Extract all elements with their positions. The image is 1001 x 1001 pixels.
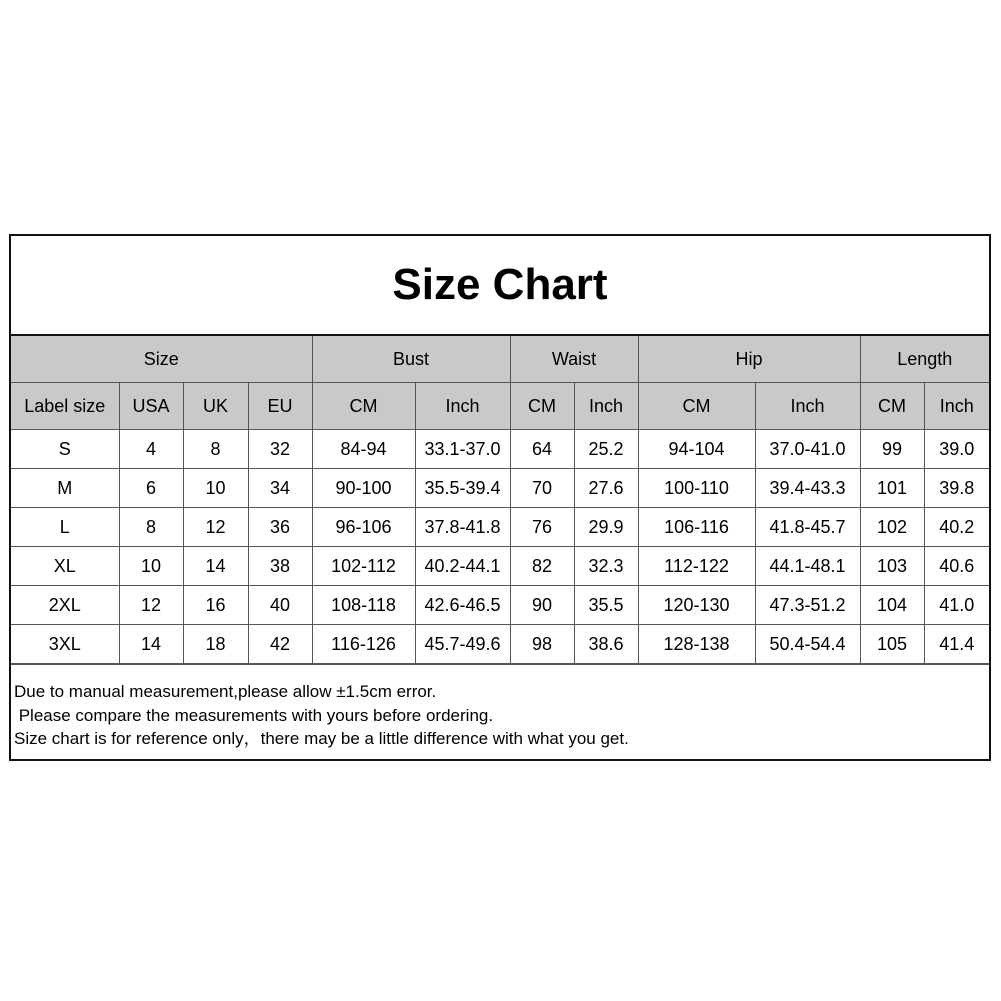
column-header: CM [312,383,415,430]
table-row [11,547,989,586]
table-cell: 103 [860,547,924,586]
table-cell: 16 [183,586,248,625]
size-table-body [11,430,989,664]
table-cell: 90-100 [312,469,415,508]
table-cell: 105 [860,625,924,664]
table-cell: 34 [248,469,312,508]
table-cell: 25.2 [574,430,638,469]
table-cell: 42.6-46.5 [415,586,510,625]
table-cell: 8 [119,508,183,547]
table-cell: 128-138 [638,625,755,664]
table-cell: 40 [248,586,312,625]
table-cell: 40.2 [924,508,989,547]
group-header-length: Length [860,336,989,383]
table-cell: 6 [119,469,183,508]
table-cell: 108-118 [312,586,415,625]
column-header: Label size [11,383,119,430]
table-cell: 47.3-51.2 [755,586,860,625]
table-cell: 32.3 [574,547,638,586]
note-line: Due to manual measurement,please allow ±1.5cm error. [14,682,437,701]
table-cell: 32 [248,430,312,469]
column-header: Inch [415,383,510,430]
table-cell: 39.8 [924,469,989,508]
table-cell: 70 [510,469,574,508]
group-header-row [11,336,989,383]
table-cell: 101 [860,469,924,508]
column-header: UK [183,383,248,430]
table-cell: 98 [510,625,574,664]
table-cell: 41.8-45.7 [755,508,860,547]
table-row [11,508,989,547]
table-cell: 35.5 [574,586,638,625]
table-cell: 10 [119,547,183,586]
table-cell: 116-126 [312,625,415,664]
table-cell: 14 [183,547,248,586]
table-cell: 42 [248,625,312,664]
table-cell: 10 [183,469,248,508]
table-cell: 64 [510,430,574,469]
table-cell: XL [11,547,119,586]
table-cell: 37.0-41.0 [755,430,860,469]
table-cell: 4 [119,430,183,469]
table-cell: 2XL [11,586,119,625]
sub-header-row [11,383,989,430]
table-cell: 96-106 [312,508,415,547]
column-header: EU [248,383,312,430]
column-header: CM [510,383,574,430]
table-cell: 90 [510,586,574,625]
table-cell: 102-112 [312,547,415,586]
table-cell: 120-130 [638,586,755,625]
table-cell: 99 [860,430,924,469]
table-cell: 106-116 [638,508,755,547]
table-cell: 27.6 [574,469,638,508]
column-header: Inch [755,383,860,430]
table-cell: 38 [248,547,312,586]
table-cell: 3XL [11,625,119,664]
group-header-bust: Bust [312,336,510,383]
table-cell: 112-122 [638,547,755,586]
table-cell: 94-104 [638,430,755,469]
table-cell: L [11,508,119,547]
table-cell: 18 [183,625,248,664]
table-cell: 35.5-39.4 [415,469,510,508]
column-header: Inch [574,383,638,430]
chart-title: Size Chart [11,236,989,336]
table-cell: 100-110 [638,469,755,508]
group-header-waist: Waist [510,336,638,383]
table-cell: 104 [860,586,924,625]
notes-section [11,664,989,759]
table-cell: 50.4-54.4 [755,625,860,664]
table-cell: 37.8-41.8 [415,508,510,547]
table-cell: M [11,469,119,508]
size-table [11,336,989,664]
table-cell: 14 [119,625,183,664]
note-line: Please compare the measurements with yours before ordering. [14,705,494,725]
table-cell: 39.4-43.3 [755,469,860,508]
table-cell: 41.0 [924,586,989,625]
table-cell: 33.1-37.0 [415,430,510,469]
column-header: CM [860,383,924,430]
table-row [11,586,989,625]
table-cell: 102 [860,508,924,547]
table-cell: 41.4 [924,625,989,664]
column-header: CM [638,383,755,430]
table-cell: 82 [510,547,574,586]
table-row [11,469,989,508]
table-row [11,625,989,664]
table-row [11,430,989,469]
column-header: Inch [924,383,989,430]
group-header-size: Size [11,336,312,383]
table-cell: 8 [183,430,248,469]
table-cell: 36 [248,508,312,547]
column-header: USA [119,383,183,430]
group-header-hip: Hip [638,336,860,383]
table-cell: 40.2-44.1 [415,547,510,586]
table-cell: 29.9 [574,508,638,547]
table-cell: 40.6 [924,547,989,586]
table-cell: 12 [119,586,183,625]
table-cell: 45.7-49.6 [415,625,510,664]
table-cell: 38.6 [574,625,638,664]
table-cell: 12 [183,508,248,547]
table-cell: S [11,430,119,469]
note-line: Size chart is for reference only，there may be a little difference with what you get. [14,729,629,748]
table-cell: 76 [510,508,574,547]
size-chart [9,234,991,761]
table-cell: 44.1-48.1 [755,547,860,586]
table-cell: 84-94 [312,430,415,469]
table-cell: 39.0 [924,430,989,469]
